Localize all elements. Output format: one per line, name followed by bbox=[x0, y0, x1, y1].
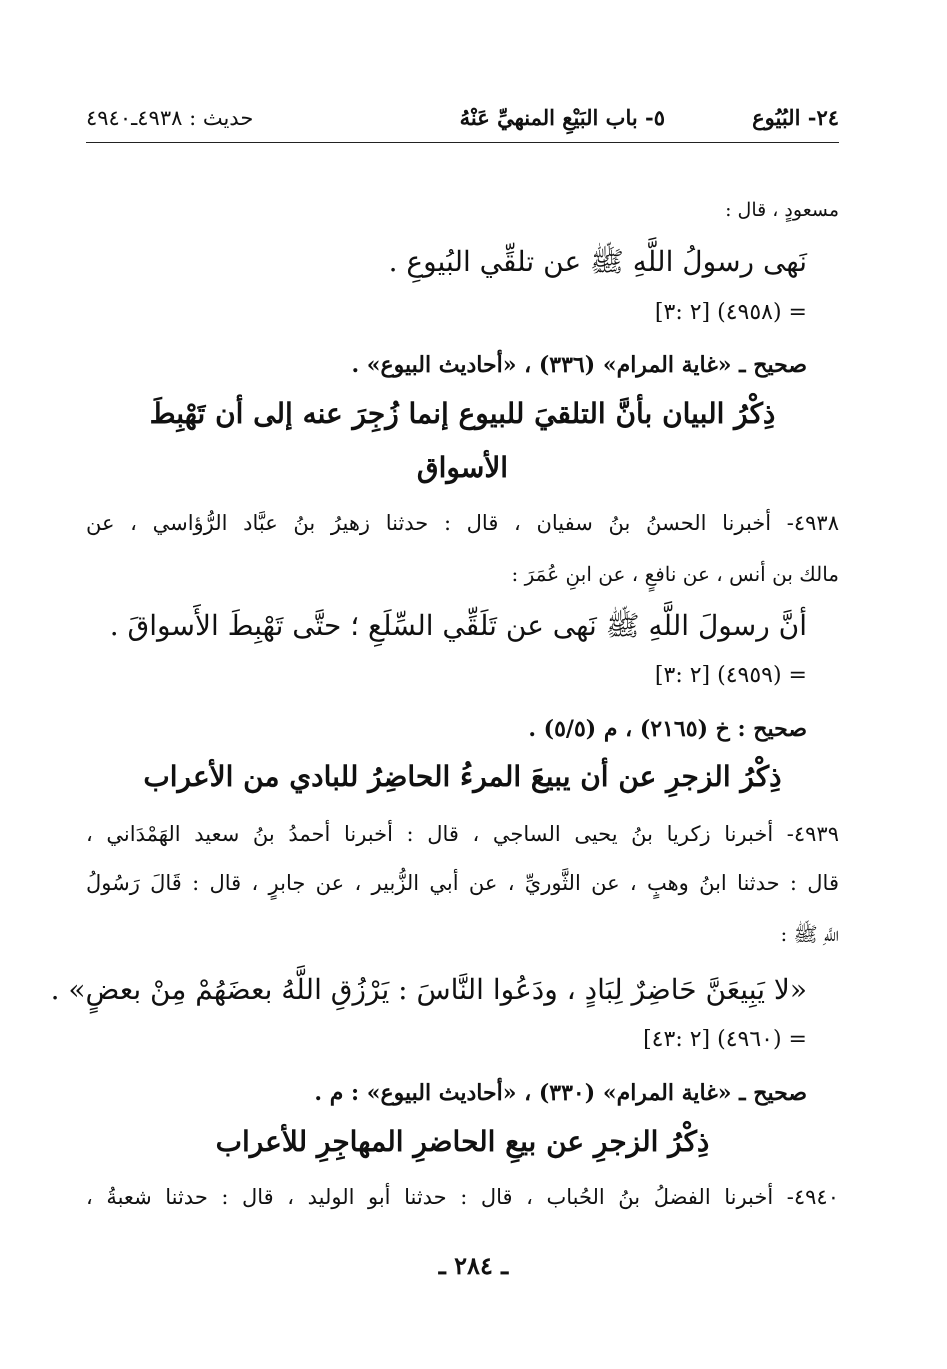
isnad-line: ٤٩٣٩- أخبرنا زكريا بنُ يحيى الساجي ، قال : أخبرنا أحمدُ بنُ سعيد الهَمْدَاني ، bbox=[86, 822, 839, 846]
grading-line: صحيح ـ «غاية المرام» (٣٣٦) ، «أحاديث البيوع» . bbox=[351, 352, 807, 378]
section-heading: ذِكْرُ الزجرِ عن بيعِ الحاضرِ المهاجِرِ للأعراب bbox=[215, 1125, 710, 1158]
cross-reference: = (٤٩٥٨) [٢ :٣] bbox=[654, 300, 807, 325]
header-book-title: ٢٤- البُيُوع bbox=[752, 105, 839, 130]
isnad-line: قال : حدثنا ابنُ وهبٍ ، عن الثَّوريِّ ، عن أبي الزُّبير ، عن جابرٍ ، قال : قَالَ رَسُولُ bbox=[86, 871, 839, 895]
cross-reference: = (٤٩٦٠) [٢ :٤٣] bbox=[643, 1027, 807, 1052]
cross-reference: = (٤٩٥٩) [٢ :٣] bbox=[654, 663, 807, 688]
section-heading: الأسواق bbox=[416, 451, 509, 484]
hadith-matn: «لا يَبِيعَنَّ حَاضِرٌ لِبَادٍ ، ودَعُوا النَّاسَ : يَرْزُقِ اللَّهُ بعضَهُمْ مِنْ بعضٍ» . bbox=[50, 973, 807, 1006]
header-hadith-range: حديث : ٤٩٣٨ـ٤٩٤٠ bbox=[86, 106, 254, 130]
grading-line: صحيح : خ (٢١٦٥) ، م (٥/٥) . bbox=[528, 716, 807, 742]
text-line: مسعودٍ ، قال : bbox=[725, 199, 839, 221]
section-heading: ذِكْرُ البيان بأنَّ التلقيَ للبيوع إنما زُجِرَ عنه إلى أن تَهْبِطَ bbox=[149, 397, 776, 430]
header-chapter-title: ٥- باب البَيْعِ المنهيِّ عَنْهُ bbox=[459, 105, 665, 130]
page-number: ـ ٢٨٤ ـ bbox=[438, 1251, 509, 1280]
hadith-matn: أنَّ رسولَ اللَّهِ ﷺ نَهى عن تَلَقِّي السِّلَعِ ؛ حتَّى تَهْبِطَ الأَسواقَ . bbox=[109, 609, 807, 642]
isnad-line: ٤٩٤٠- أخبرنا الفضلُ بنُ الحُباب ، قال : حدثنا أبو الوليد ، قال : حدثنا شعبةُ ، bbox=[86, 1185, 839, 1209]
grading-line: صحيح ـ «غاية المرام» (٣٣٠) ، «أحاديث البيوع» : م . bbox=[314, 1080, 807, 1106]
header-rule bbox=[86, 142, 839, 143]
isnad-line: اللَّهِ ﷺ : bbox=[780, 922, 839, 946]
isnad-line: مالك بن أنس ، عن نافعٍ ، عن ابنِ عُمَرَ : bbox=[511, 562, 839, 586]
isnad-line: ٤٩٣٨- أخبرنا الحسنُ بنُ سفيان ، قال : حدثنا زهيرُ بنُ عبَّاد الرُّؤاسي ، عن bbox=[86, 511, 839, 535]
section-heading: ذِكْرُ الزجرِ عن أن يبيعَ المرءُ الحاضِرُ للبادي من الأعراب bbox=[143, 760, 782, 793]
hadith-matn: نَهى رسولُ اللَّهِ ﷺ عن تلقِّي البُيوعِ . bbox=[388, 245, 807, 278]
